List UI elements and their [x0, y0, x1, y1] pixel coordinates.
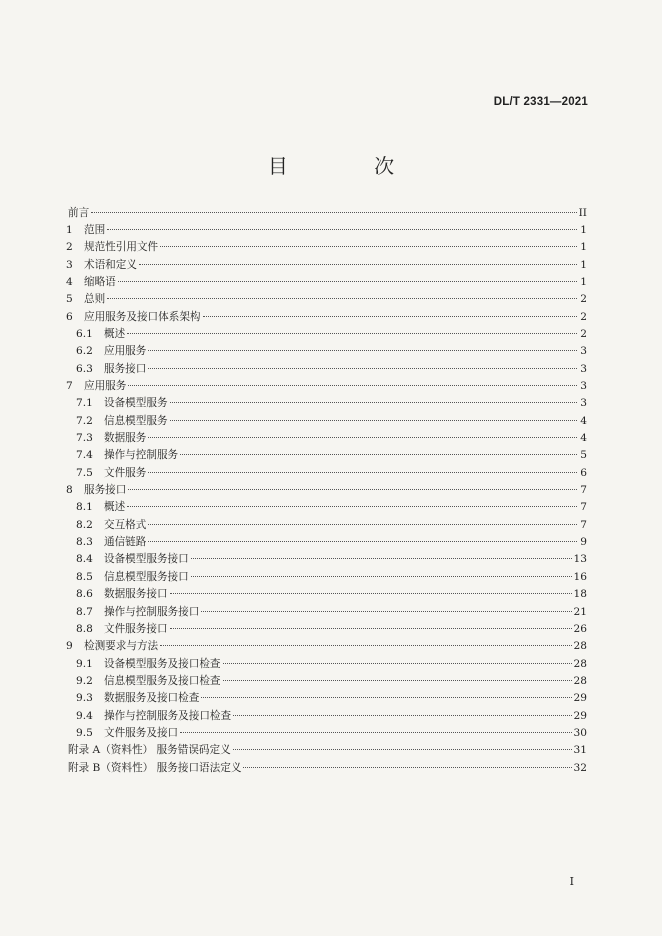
toc-entry-number: 7.3 [76, 432, 93, 445]
toc-entry-label: 操作与控制服务接口 [104, 605, 200, 618]
toc-entry-page: 21 [573, 605, 587, 618]
toc-leader-dots [180, 721, 571, 733]
toc-entry[interactable] [66, 759, 587, 776]
toc-entry-page: 5 [580, 449, 587, 462]
toc-leader-dots [127, 322, 577, 334]
toc-leader-dots [233, 704, 571, 716]
toc-leader-dots [128, 374, 577, 386]
toc-entry-number: 9.1 [76, 657, 93, 670]
toc-entry-number: 6 [66, 310, 73, 323]
toc-entry-number: 5 [66, 293, 73, 306]
toc-entry-page: 1 [580, 258, 587, 271]
page-number: I [569, 875, 574, 888]
toc-entry-page: 1 [580, 223, 587, 236]
toc-entry-label: 概述 [104, 501, 126, 514]
toc-entry-label: 术语和定义 [84, 258, 137, 271]
toc-entry-label: 通信链路 [104, 536, 147, 549]
toc-entry-label: 前言 [68, 206, 90, 219]
toc-entry-number: 9.3 [76, 692, 93, 705]
toc-leader-dots [160, 236, 577, 248]
toc-entry-number: 8.4 [76, 553, 93, 566]
toc-entry-page: 28 [573, 674, 587, 687]
toc-entry-label: 数据服务接口 [104, 588, 168, 601]
toc-entry-label: 设备模型服务接口 [104, 553, 189, 566]
toc-leader-dots [201, 687, 571, 699]
toc-entry-label: 应用服务及接口体系架构 [84, 310, 201, 323]
toc-entry-number: 8.7 [76, 605, 93, 618]
toc-leader-dots [127, 496, 577, 508]
toc-entry-page: 32 [573, 761, 587, 774]
toc-entry-number: 9 [66, 640, 73, 653]
toc-entry-number: 7.5 [76, 466, 93, 479]
toc-entry-number: 9.5 [76, 726, 93, 739]
toc-entry-label: 信息模型服务接口 [104, 570, 189, 583]
toc-entry-number: 1 [66, 223, 73, 236]
toc-entry-label: 信息模型服务 [104, 414, 168, 427]
toc-entry-page: 7 [580, 484, 587, 497]
toc-entry-number: 7.2 [76, 414, 93, 427]
toc-entry-page: 30 [573, 726, 587, 739]
toc-entry-page: 3 [580, 397, 587, 410]
toc-entry-number: 8.6 [76, 588, 93, 601]
toc-entry-label: 操作与控制服务 [104, 449, 179, 462]
toc-entry-page: 16 [573, 570, 587, 583]
toc-leader-dots [201, 600, 571, 612]
toc-entry-label: 检测要求与方法 [84, 640, 159, 653]
toc-entry-number: 9.4 [76, 709, 93, 722]
toc-entry-page: 3 [580, 362, 587, 375]
toc-entry-label: 总则 [84, 293, 106, 306]
toc-leader-dots [139, 253, 577, 265]
toc-leader-dots [223, 652, 572, 664]
toc-entry-number: 6.3 [76, 362, 93, 375]
toc-entry-label: 文件服务及接口 [104, 726, 179, 739]
toc-entry-label: 设备模型服务 [104, 397, 168, 410]
toc-entry-label: 概述 [104, 328, 126, 340]
toc-leader-dots [118, 270, 577, 282]
toc-entry-page: 2 [580, 293, 587, 306]
toc-leader-dots [203, 305, 577, 317]
toc-entry-label: 文件服务 [104, 466, 147, 479]
toc-entry-label: 数据服务 [104, 432, 147, 445]
toc-leader-dots [170, 583, 572, 595]
toc-entry-page: 29 [573, 692, 587, 705]
toc-entry-label: 服务接口 [84, 484, 127, 497]
toc-leader-dots [170, 617, 572, 629]
toc-entry-label: 规范性引用文件 [84, 241, 159, 254]
toc-entry-number: 7 [66, 380, 73, 393]
toc-entry-page: 28 [573, 640, 587, 653]
toc-entry-page: 3 [580, 345, 587, 358]
toc-leader-dots [107, 288, 577, 300]
toc-entry-page: 13 [573, 553, 587, 566]
toc-entry-label: 信息模型服务及接口检查 [104, 674, 221, 687]
toc-leader-dots [148, 531, 577, 543]
toc-leader-dots [223, 669, 572, 681]
toc-entry-page: 18 [573, 588, 587, 601]
toc-leader-dots [170, 392, 577, 404]
toc-entry-label: 交互格式 [104, 518, 147, 531]
toc-entry-label: 应用服务 [84, 380, 127, 393]
toc-entry-number: 7.4 [76, 449, 93, 462]
toc-leader-dots [128, 479, 577, 491]
toc-leader-dots [243, 756, 571, 768]
toc-entry-number: 4 [66, 275, 73, 288]
toc-leader-dots [170, 409, 577, 421]
toc-entry-page: 4 [580, 432, 587, 445]
toc-entry-page: 1 [580, 275, 587, 288]
toc-entry-page: 26 [573, 622, 587, 635]
toc-leader-dots [148, 357, 577, 369]
toc-entry-label: 设备模型服务及接口检查 [104, 657, 221, 670]
page-title: 目 次 [267, 154, 435, 178]
toc-entry-label: 操作与控制服务及接口检查 [104, 709, 232, 722]
toc-entry-page: 1 [580, 241, 587, 254]
toc-leader-dots [148, 513, 577, 525]
toc-leader-dots [107, 218, 577, 230]
toc-entry-page: 2 [580, 310, 587, 323]
toc-entry-page: 7 [580, 501, 587, 514]
toc-leader-dots [148, 340, 577, 352]
toc-leader-dots [180, 444, 577, 456]
toc-entry-page: 31 [573, 744, 587, 757]
toc-entry-page: 29 [573, 709, 587, 722]
toc-entry-number: 9.2 [76, 674, 93, 687]
toc-entry-label: 文件服务接口 [104, 622, 168, 635]
table-of-contents [66, 204, 587, 776]
toc-leader-dots [148, 461, 577, 473]
toc-entry-page: II [578, 206, 587, 219]
toc-entry-number: 2 [66, 241, 73, 254]
toc-leader-dots [233, 739, 572, 751]
toc-entry-number: 8.2 [76, 518, 93, 531]
toc-entry-label: 附录 A（资料性） 服务错误码定义 [68, 744, 231, 757]
toc-entry-number: 6.1 [76, 328, 93, 340]
toc-entry-number: 8.5 [76, 570, 93, 583]
toc-entry-label: 应用服务 [104, 345, 147, 358]
toc-entry-page: 6 [580, 466, 587, 479]
toc-entry-number: 8.3 [76, 536, 93, 549]
toc-entry-number: 7.1 [76, 397, 93, 410]
standard-code: DL/T 2331—2021 [493, 96, 588, 108]
toc-entry-label: 服务接口 [104, 362, 147, 375]
toc-entry-page: 9 [580, 536, 587, 549]
toc-entry-page: 4 [580, 414, 587, 427]
toc-entry-number: 8 [66, 484, 73, 497]
toc-leader-dots [91, 201, 576, 213]
toc-entry-number: 8.1 [76, 501, 93, 514]
toc-leader-dots [160, 635, 571, 647]
toc-entry-page: 2 [580, 328, 587, 340]
toc-entry-number: 8.8 [76, 622, 93, 635]
toc-entry-page: 3 [580, 380, 587, 393]
toc-entry-label: 范围 [84, 223, 106, 236]
toc-entry-page: 7 [580, 518, 587, 531]
toc-entry-label: 缩略语 [84, 275, 116, 288]
toc-entry-label: 数据服务及接口检查 [104, 692, 200, 705]
toc-entry-page: 28 [573, 657, 587, 670]
toc-leader-dots [191, 565, 572, 577]
toc-entry-label: 附录 B（资料性） 服务接口语法定义 [68, 761, 242, 774]
toc-entry-number: 6.2 [76, 345, 93, 358]
toc-entry-number: 3 [66, 258, 73, 271]
toc-leader-dots [148, 426, 577, 438]
toc-leader-dots [191, 548, 572, 560]
